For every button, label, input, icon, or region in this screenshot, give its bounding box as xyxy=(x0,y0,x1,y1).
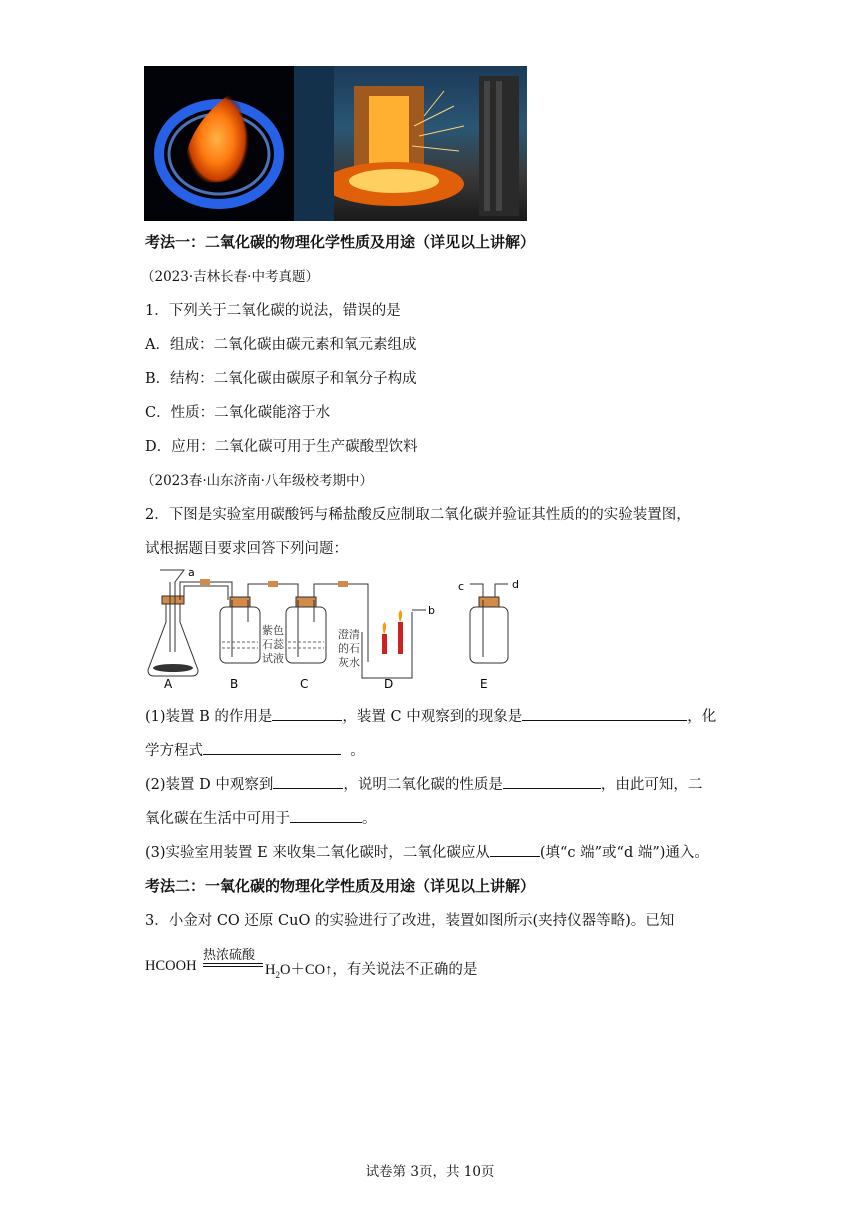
apparatus-diagram xyxy=(140,562,530,694)
q1-option-c: C．性质：二氧化碳能溶于水 xyxy=(145,405,331,421)
furnace-icon xyxy=(294,66,527,221)
q2-p3-text-a: (3)实验室用装置 E 来收集二氧化碳时，二氧化碳应从 xyxy=(145,845,490,861)
q2-p2-text-e: 。 xyxy=(362,811,377,827)
furnace-photo xyxy=(294,66,527,221)
q2-p2-blank-2[interactable] xyxy=(503,774,601,789)
eq-h: H xyxy=(265,962,276,978)
q2-p2-blank-3[interactable] xyxy=(290,808,362,823)
label-c: C xyxy=(300,677,309,691)
q1-option-b: B．结构：二氧化碳由碳原子和氧分子构成 xyxy=(145,371,417,387)
label-d: D xyxy=(384,677,394,691)
c-text-3: 灰水 xyxy=(338,656,360,669)
eq-bar-2 xyxy=(203,966,263,967)
q2-p2-blank-1[interactable] xyxy=(273,774,343,789)
port-b-label: b xyxy=(428,604,435,617)
port-d-label: d xyxy=(512,578,519,591)
q2-p2-text-d: 氧化碳在生活中可用于 xyxy=(145,811,290,827)
q2-source: （2023春·山东济南·八年级校考期中） xyxy=(141,473,373,489)
eq-right xyxy=(265,958,477,980)
label-a: A xyxy=(164,677,173,691)
eq-tail: ，有关说法不正确的是 xyxy=(332,962,478,978)
q2-p3-text-b: (填“c 端”或“d 端”)通入。 xyxy=(539,845,709,861)
q1-option-a: A．组成：二氧化碳由碳元素和氧元素组成 xyxy=(145,337,417,353)
q2-part3 xyxy=(145,841,709,862)
q2-p1-text-e: 。 xyxy=(350,743,365,759)
port-c-label: c xyxy=(458,580,465,593)
flame-icon xyxy=(144,66,294,221)
page-footer: 试卷第 3页，共 10页 xyxy=(365,1164,495,1180)
q2-p1-blank-1[interactable] xyxy=(272,706,342,721)
q2-p3-blank[interactable] xyxy=(490,842,540,857)
b-text-1: 紫色 xyxy=(262,624,284,637)
b-text-3: 试液 xyxy=(262,652,284,665)
eq-condition: 热浓硫酸 xyxy=(203,948,256,963)
label-e: E xyxy=(480,677,488,691)
c-text-2: 的石 xyxy=(338,642,360,655)
eq-bar-1 xyxy=(203,963,263,964)
eq-left: HCOOH xyxy=(145,958,197,974)
q1-stem: 1．下列关于二氧化碳的说法，错误的是 xyxy=(145,303,401,319)
label-b: B xyxy=(230,677,239,691)
q2-p1-blank-3[interactable] xyxy=(203,740,341,755)
q1-option-d: D．应用：二氧化碳可用于生产碳酸型饮料 xyxy=(145,439,418,455)
q2-part1-line1 xyxy=(145,705,716,726)
eq-arrow: ↑ xyxy=(325,962,333,978)
q2-p2-text-a: (2)装置 D 中观察到 xyxy=(145,777,274,793)
section2-title: 考法二：一氧化碳的物理化学性质及用途（详见以上讲解） xyxy=(145,877,536,895)
q2-p1-text-b: ，装置 C 中观察到的现象是 xyxy=(342,709,523,725)
eq-rest: O＋CO xyxy=(279,962,326,978)
q1-source: （2023·吉林长春·中考真题） xyxy=(141,269,319,285)
q2-p1-text-d: 学方程式 xyxy=(145,743,203,759)
c-text-1: 澄清 xyxy=(338,628,360,641)
port-a-label: a xyxy=(188,566,195,579)
q2-stem-line2: 试根据题目要求回答下列问题： xyxy=(145,541,348,557)
q2-part2-line2 xyxy=(145,807,377,828)
q2-part2-line1 xyxy=(145,773,702,794)
b-text-2: 石蕊 xyxy=(262,638,284,651)
section1-title: 考法一：二氧化碳的物理化学性质及用途（详见以上讲解） xyxy=(145,233,536,251)
q2-part1-line2 xyxy=(145,739,365,760)
q2-p2-text-b: ，说明二氧化碳的性质是 xyxy=(343,777,503,793)
eq-sub: 2 xyxy=(275,969,280,980)
q2-p1-text-c: ，化 xyxy=(687,709,717,725)
q2-p2-text-c: ，由此可知，二 xyxy=(600,777,703,793)
q2-p1-text-a: (1)装置 B 的作用是 xyxy=(145,709,273,725)
q2-p1-blank-2[interactable] xyxy=(522,706,687,721)
flame-photo xyxy=(144,66,294,221)
q2-stem-line1: 2．下图是实验室用碳酸钙与稀盐酸反应制取二氧化碳并验证其性质的的实验装置图， xyxy=(145,507,691,523)
q3-stem: 3．小金对 CO 还原 CuO 的实验进行了改进，装置如图所示(夹持仪器等略)。已知 xyxy=(145,913,675,929)
